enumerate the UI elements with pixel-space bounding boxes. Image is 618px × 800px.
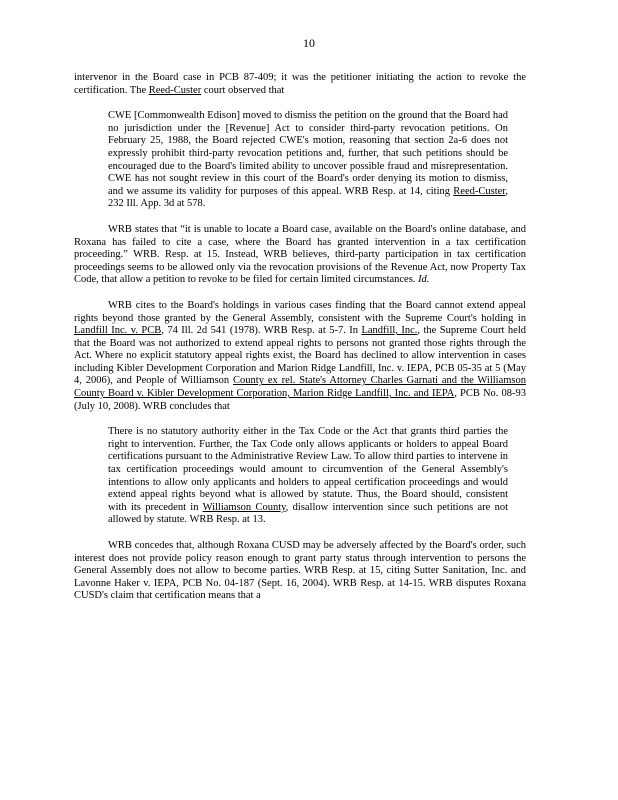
block-quote-reed-custer	[108, 110, 508, 211]
page-number: 10	[303, 36, 315, 50]
document-body	[74, 72, 526, 616]
case-citation-landfill: Landfill Inc. v. PCB	[74, 325, 162, 337]
text-run: WRB states that “it is unable to locate a Board case, available on the Board's online database, and Roxana has failed to cite a case, where the Board has granted intervention in a tax certification proceeding.” WRB. Resp. at 15. Instead, WRB believes, third-party participation in tax certification proceedings seems to be allowed only via the revocation provisions of the Revenue Act, now Property Tax Code, that allow a petition to revoke to be filed for certain limited circumstances.	[74, 223, 526, 286]
text-run: , 74 Ill. 2d 541 (1978). WRB Resp. at 5-7. In	[161, 325, 362, 337]
text-run: CWE [Commonwealth Edison] moved to dismiss the petition on the ground that the Board had no jurisdiction under the [Revenue] Act to consider third-party revocation petitions. On February 25, 1988, the Board rejected CWE's motion, reasoning that section 2a-6 does not expressly prohibit third-party revocation petitions and, further, that such petitions should be encouraged due to the Board's limited ability to uncover possible fraud and misrepresentation. CWE has not sought review in this court of the Board's order denying its motion to dismiss, and we assume its validity for purposes of this appeal. WRB Resp. at 14, citing	[108, 110, 508, 197]
case-citation-williamson-county: County ex rel. State's Attorney Charles Garnati and the Williamson County Board v. Kibler Development Corporation, Marion Ridge Landfill, Inc. and IEPA	[74, 375, 526, 400]
paragraph-wrb-cites	[74, 300, 526, 413]
case-citation-reed-custer: Reed-Custer	[148, 84, 202, 96]
text-run: WRB cites to the Board's holdings in various cases finding that the Board cannot extend appeal rights beyond those granted by the General Assembly, consistent with the Supreme Court's holding in	[74, 299, 526, 324]
id-citation: Id.	[418, 274, 430, 286]
text-run: , the Supreme Court held that the Board was not authorized to extend appeal rights to persons not granted those rights through the Act. Where no explicit statutory appeal rights exist, the Board has declined to allow intervention in cases including Kibler Development Corporation and Marion Ridge Landfill, Inc. v. IEPA, PCB 05-35 at 5 (May 4, 2006), and People of Williamson	[74, 325, 526, 387]
text-run: WRB concedes that, although Roxana CUSD may be adversely affected by the Board's order, such interest does not provide policy reason enough to grant party status through intervention to persons the General Assembly does not allow to become parties. WRB Resp. at 15, citing Sutter Sanitation, Inc. and Lavonne Haker v. IEPA, PCB No. 04-187 (Sept. 16, 2004). WRB Resp. at 14-15. WRB disputes Roxana CUSD's claim that certification means that a	[74, 540, 526, 602]
case-citation-reed-custer: Reed-Custer	[453, 185, 506, 197]
text-run: intervenor in the Board case in PCB 87-409; it was the petitioner initiating the action to revoke the certification. The	[74, 72, 526, 96]
case-citation-landfill-inc: Landfill, Inc.	[361, 325, 418, 337]
text-run: court observed that	[201, 84, 285, 96]
block-quote-statutory-authority	[108, 426, 508, 527]
text-run: There is no statutory authority either in the Tax Code or the Act that grants third parties the right to intervention. Further, the Tax Code only allows applicants or holders to appeal Board certifications pursuant to the Administrative Review Law. To allow third parties to intervene in tax certification proceedings would amount to circumvention of the General Assembly's intentions to allow only applicants and holders to appeal certification proceedings and would extend appeal rights beyond what is allowed by statute. Thus, the Board should, consistent with its precedent in	[108, 426, 508, 513]
text-run: , PCB No. 08-93 (July 10, 2008). WRB concludes that	[74, 388, 526, 412]
paragraph-intervenor	[74, 72, 526, 97]
text-run: , 232 Ill. App. 3d at 578.	[108, 185, 508, 210]
paragraph-wrb-states	[74, 224, 526, 287]
paragraph-wrb-concedes	[74, 540, 526, 603]
text-run: , disallow intervention since such petitions are not allowed by statute. WRB Resp. at 13.	[108, 501, 509, 526]
case-citation-williamson-county: Williamson County	[202, 501, 286, 513]
